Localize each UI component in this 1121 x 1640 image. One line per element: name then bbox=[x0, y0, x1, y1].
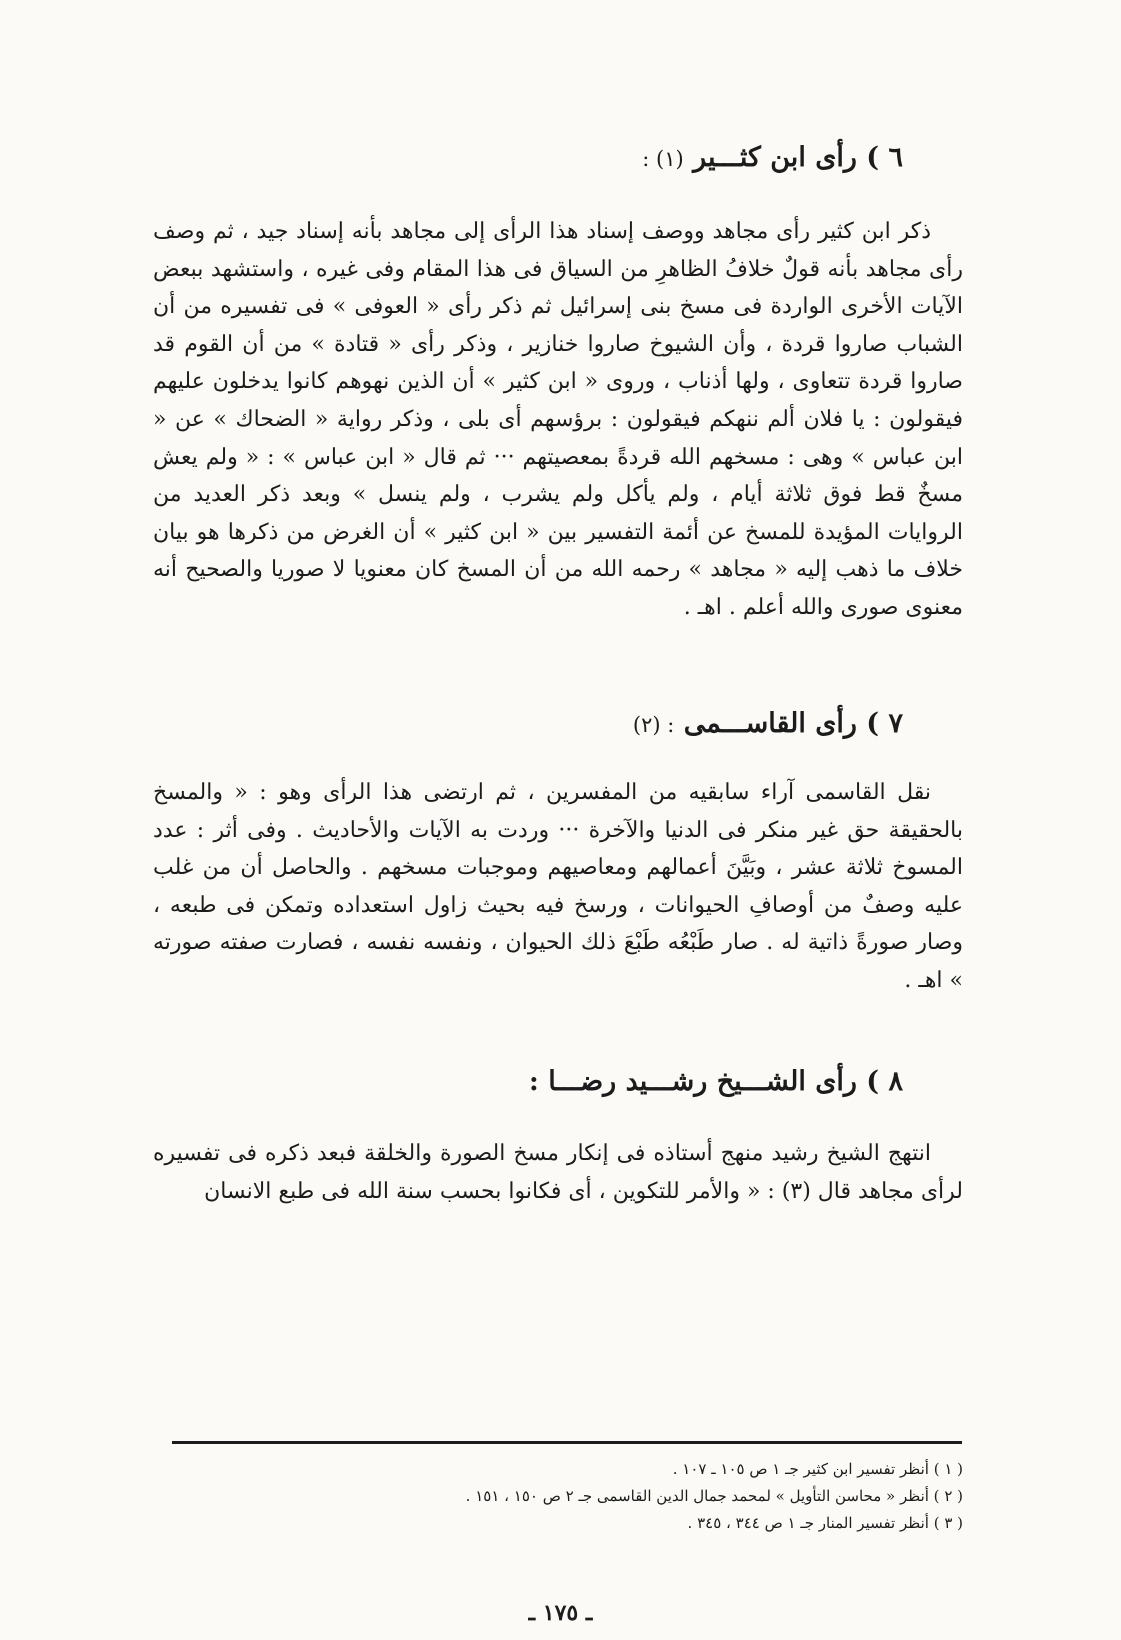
heading-text: ٧ ) رأى القاســـمى bbox=[683, 708, 903, 739]
section-paragraph-qasimi: نقل القاسمى آراء سابقيه من المفسرين ، ثم ارتضى هذا الرأى وهو : « والمسخ بالحقيقة حق غير منكر فى الدنيا والآخرة ··· وردت به الآيات والأحاديث . وفى أثر : عدد المسوخ ثلاثة عشر ، وبَيَّنَ أعمالهم ومعاصيهم وموجبات مسخهم . والحاصل أن من غلب عليه وصفٌ من أوصافِ الحيوانات ، ورسخ فيه بحيث زاول استعداده وتمكن فى طبعه ، وصار صورةً ذاتية له . صار طَبْعُه طَبْعَ ذلك الحيوان ، ونفسه نفسه ، فصارت صفته صورته » اهـ . bbox=[153, 780, 963, 993]
page-number: ـ ١٧٥ ـ bbox=[528, 1600, 593, 1626]
footnote-1: ( ١ ) أنظر تفسير ابن كثير جـ ١ ص ١٠٥ ـ ١٠٧ . bbox=[672, 1460, 963, 1478]
section-paragraph-rashid-rida: انتهج الشيخ رشيد منهج أستاذه فى إنكار مسخ الصورة والخلقة فبعد ذكره فى تفسيره لرأى مجاهد قال (٣) : « والأمر للتكوين ، أى فكانوا بحسب سنة الله فى طبع الانسان bbox=[153, 1141, 963, 1204]
footnotes bbox=[153, 1456, 963, 1537]
footnote-divider bbox=[172, 1441, 962, 1444]
section-paragraph-ibn-kathir: ذكر ابن كثير رأى مجاهد ووصف إسناد هذا الرأى إلى مجاهد بأنه إسناد جيد ، ثم وصف رأى مجاهد بأنه قولٌ خلافُ الظاهرِ من السياق فى هذا المقام وفى غيره ، واستشهد ببعض الآيات الأخرى الواردة فى مسخ بنى إسرائيل ثم ذكر رأى « العوفى » فى تفسيره من أن الشباب صاروا قردة ، وأن الشيوخ صاروا خنازير ، وذكر رأى « قتادة » من أن القوم قد صاروا قردة تتعاوى ، ولها أذناب ، وروى « ابن كثير » أن الذين نهوهم كانوا يدخلون عليهم فيقولون : يا فلان ألم ننهكم فيقولون : برؤسهم أى بلى ، وذكر رواية « الضحاك » عن « ابن عباس » وهى : مسخهم الله قردةً بمعصيتهم ··· ثم قال « ابن عباس » : « ولم يعش مسخٌ قط فوق ثلاثة أيام ، ولم يأكل ولم يشرب ، ولم ينسل » وبعد ذكر العديد من الروايات المؤيدة للمسخ عن أئمة التفسير بين « ابن كثير » أن الغرض من ذكرها هو بيان خلاف ما ذهب إليه « مجاهد » رحمه الله من أن المسخ كان معنويا لا صوريا والصحيح أنه معنوى صورى والله أعلم . اهـ . bbox=[153, 219, 963, 620]
heading-text: ٨ ) رأى الشـــيخ رشـــيد رضـــا : bbox=[528, 1066, 903, 1097]
footnote-ref: (١) : bbox=[642, 147, 684, 171]
section-heading-ibn-kathir bbox=[642, 138, 903, 179]
footnote-3: ( ٣ ) أنظر تفسير المنار جـ ١ ص ٣٤٤ ، ٣٤٥ . bbox=[687, 1514, 963, 1532]
section-heading-qasimi bbox=[633, 704, 903, 745]
heading-text: ٦ ) رأى ابن كثـــير bbox=[693, 142, 903, 173]
footnote-2: ( ٢ ) أنظر « محاسن التأويل » لمحمد جمال الدين القاسمى جـ ٢ ص ١٥٠ ، ١٥١ . bbox=[465, 1487, 963, 1505]
footnote-ref: : (٢) bbox=[632, 713, 675, 737]
section-heading-rashid-rida bbox=[529, 1062, 903, 1103]
